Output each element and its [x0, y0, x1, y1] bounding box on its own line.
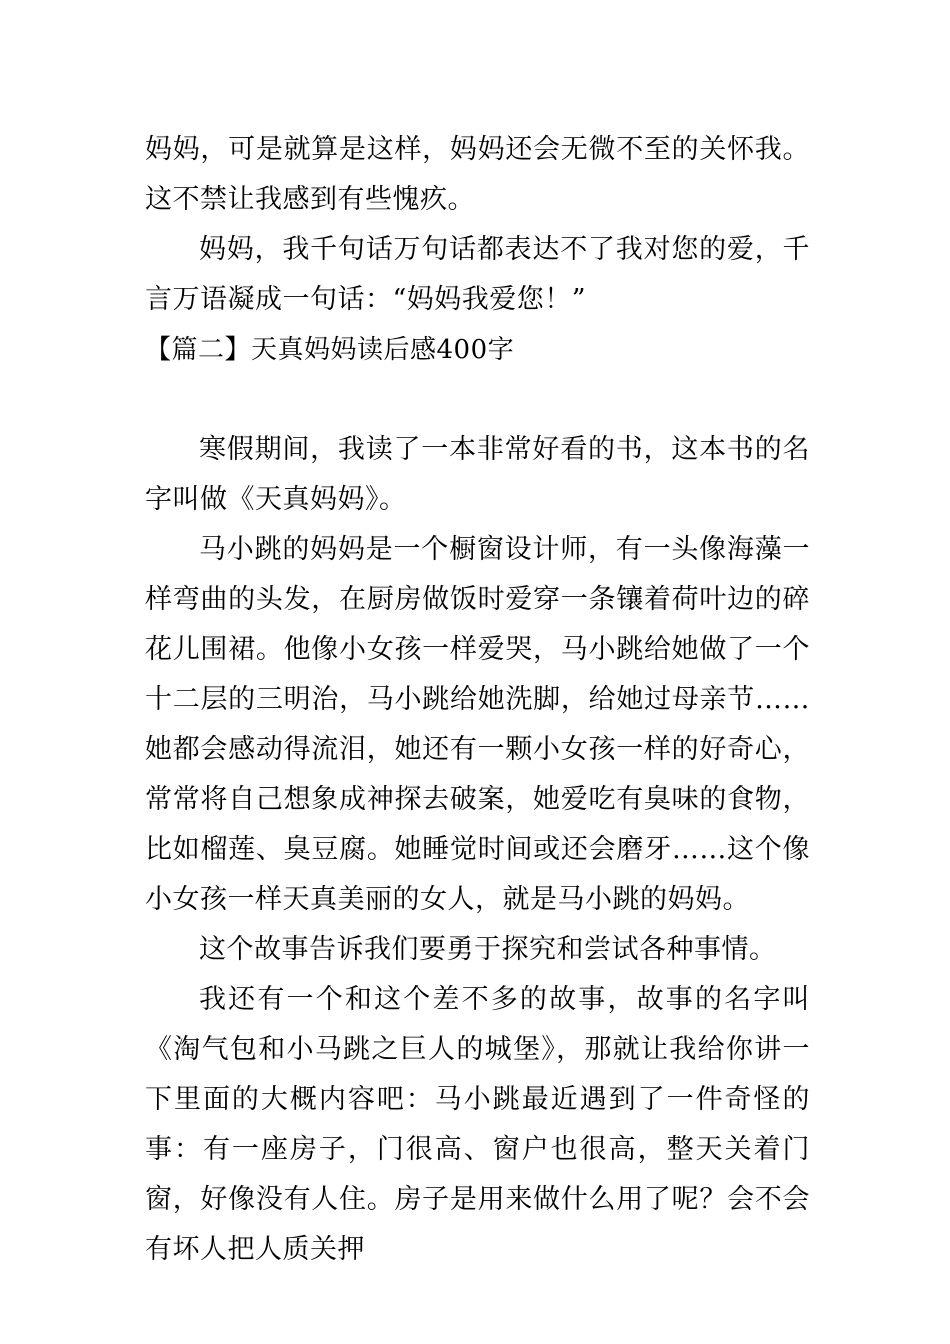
body-text	[145, 125, 810, 1275]
continued-paragraph: 妈妈，可是就算是这样，妈妈还会无微不至的关怀我。这不禁让我感到有些愧疚。	[145, 134, 810, 215]
section-heading: 【篇二】天真妈妈读后感400字	[145, 335, 515, 365]
paragraph-3: 这个故事告诉我们要勇于探究和尝试各种事情。	[199, 934, 777, 965]
blank-line	[145, 375, 810, 425]
paragraph-2: 马小跳的妈妈是一个橱窗设计师，有一头像海藻一样弯曲的头发，在厨房做饭时爱穿一条镶着荷叶边的碎花儿围裙。他像小女孩一样爱哭，马小跳给她做了一个十二层的三明治，马小跳给她洗脚，给她过母亲节……她都会感动得流泪，她还有一颗小女孩一样的好奇心，常常将自己想象成神探去破案，她爱吃有臭味的食物，比如榴莲、臭豆腐。她睡觉时间或还会磨牙……这个像小女孩一样天真美丽的女人，就是马小跳的妈妈。	[145, 534, 810, 915]
closing-paragraph: 妈妈，我千句话万句话都表达不了我对您的爱，千言万语凝成一句话：“妈妈我爱您！”	[145, 234, 810, 315]
paragraph-4: 我还有一个和这个差不多的故事，故事的名字叫《淘气包和小马跳之巨人的城堡》，那就让我给你讲一下里面的大概内容吧：马小跳最近遇到了一件奇怪的事：有一座房子，门很高、窗户也很高，整天关着门窗，好像没有人住。房子是用来做什么用了呢？会不会有坏人把人质关押	[145, 984, 810, 1265]
paragraph-1: 寒假期间，我读了一本非常好看的书，这本书的名字叫做《天真妈妈》。	[145, 434, 810, 515]
